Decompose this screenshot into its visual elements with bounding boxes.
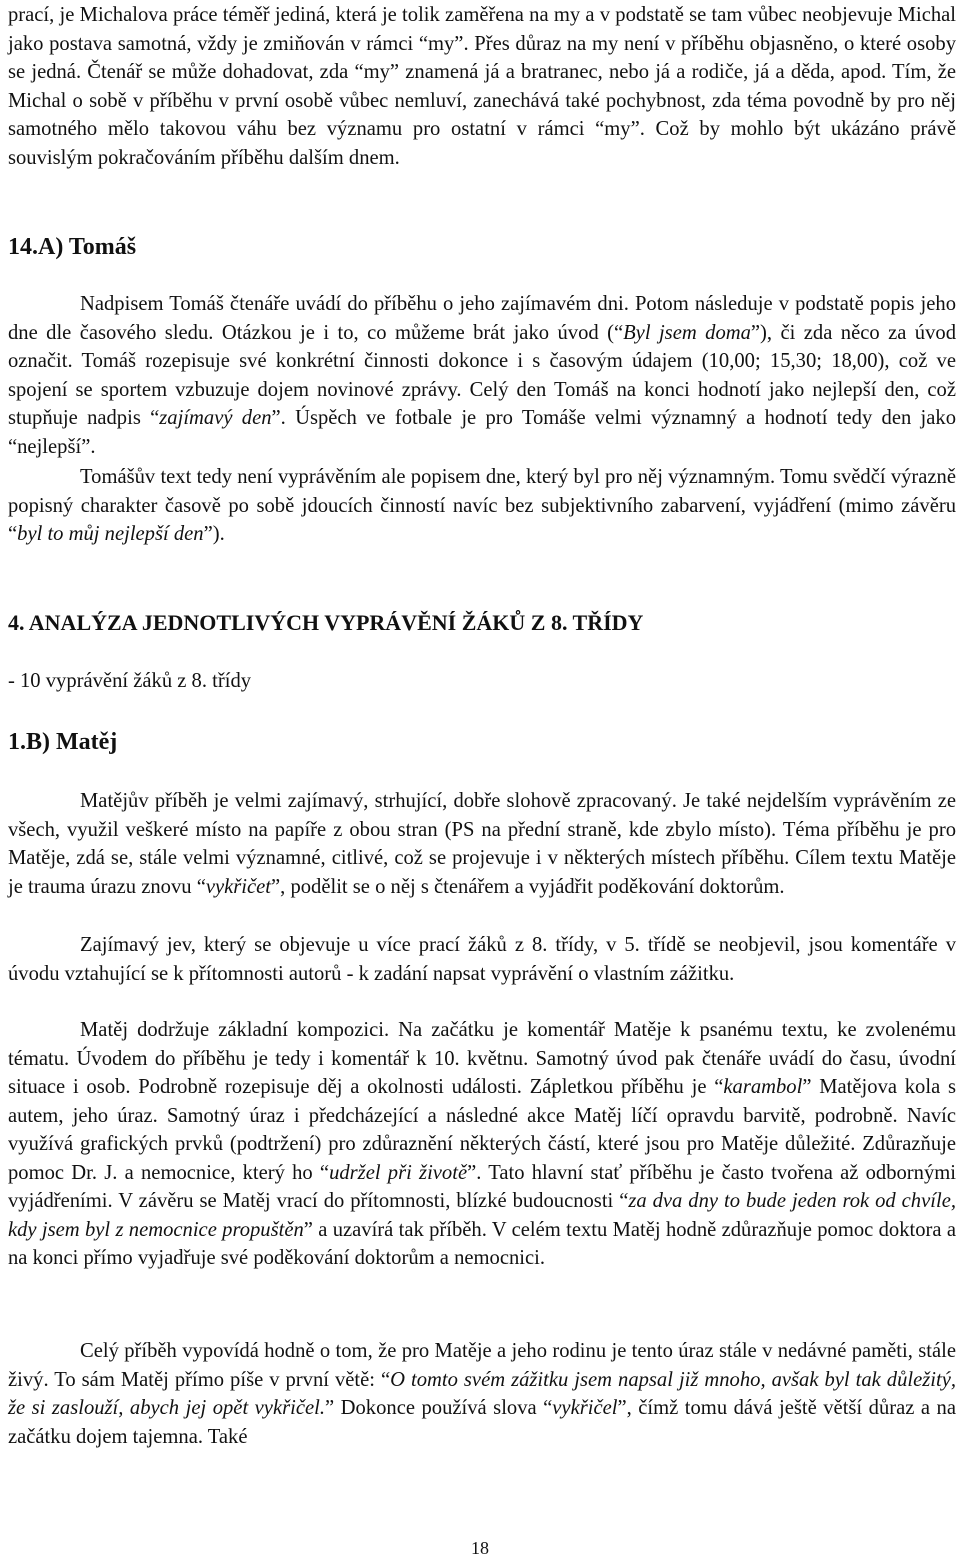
- section-1b-paragraph-1: [8, 787, 956, 901]
- text-run: Celý příběh vypovídá hodně o tom, že pro Matěje a jeho rodinu je tento úraz stále v nedávné paměti, stále živý. To sám Matěj přímo píše v první větě: “: [8, 1340, 956, 1391]
- text-run: ” Dokonce používá slova “: [324, 1397, 553, 1419]
- section-1b-paragraph-4: [8, 1337, 956, 1451]
- chapter-heading: 4. ANALÝZA JEDNOTLIVÝCH VYPRÁVĚNÍ ŽÁKŮ Z 8. TŘÍDY: [8, 610, 644, 635]
- italic-quote: udržel při životě: [329, 1161, 468, 1184]
- italic-quote: vykřičet: [205, 875, 272, 898]
- page-number: 18: [471, 1538, 489, 1558]
- section-heading-1b: 1.B) Matěj: [8, 729, 118, 755]
- chapter-subtitle: - 10 vyprávění žáků z 8. třídy: [8, 670, 252, 692]
- text-run: ”).: [203, 523, 225, 545]
- text-run: ”), či zda něco za úvod označit. Tomáš rozepisuje své konkrétní činnosti dokonce i s časovým údajem (10,00; 15,30; 18,00), což ve spojení se sportem vzbuzuje dojem novinové zprávy. Celý den Tomáš na konci hodnotí jako nejlepší den, což stupňuje nadpis “: [8, 321, 956, 429]
- text-run: Matějův příběh je velmi zajímavý, strhující, dobře slohově zpracovaný. Je také nejdelším vyprávěním ze všech, využil veškeré místo na papíře z obou stran (PS na přední straně, kde zbylo místo). Téma příběhu je pro Matěje, zdá se, stále velmi významné, citlivé, což se projevuje i v některých místech příběhu. Cílem textu Matěje je trauma úrazu znovu “: [8, 790, 956, 898]
- italic-quote: karambol: [723, 1076, 803, 1098]
- italic-quote: Byl jsem doma: [623, 321, 751, 344]
- text-run: ”. Tato hlavní stať příběhu je často tvořena až odbornými vyjádřeními. V závěru se Matěj vrací do přítomnosti, blízké budoucnosti “: [8, 1161, 956, 1212]
- italic-quote: zajímavý den: [159, 407, 272, 429]
- section-14a-paragraph-1: [8, 290, 956, 461]
- text-run: ”, podělit se o něj s čtenářem a vyjádřit poděkování doktorům.: [271, 875, 785, 898]
- text-run: Tomášův text tedy není vyprávěním ale popisem dne, který byl pro něj významným. Tomu svědčí výrazně popisný charakter časově po sobě jdoucích činností navíc bez subjektivního zabarvení, vyjádření (mimo závěru “: [8, 466, 956, 545]
- italic-quote: za dva dny to bude jeden rok od chvíle, kdy jsem byl z nemocnice propuštěn: [8, 1190, 956, 1241]
- text-run: ”, čímž tomu dává ještě větší důraz a na začátku dojem tajemna. Také: [8, 1397, 956, 1448]
- text-run: Nadpisem Tomáš čtenáře uvádí do příběhu o jeho zajímavém dni. Potom následuje v podstatě popis jeho dne dle časového sledu. Otázkou je i to, co můžeme brát jako úvod (“: [8, 293, 956, 344]
- section-1b-paragraph-2: Zajímavý jev, který se objevuje u více prací žáků z 8. třídy, v 5. třídě se neobjevil, jsou komentáře v úvodu vztahující se k přítomnosti autorů - k zadání napsat vyprávění o vlastním zážitku.: [8, 934, 956, 985]
- italic-quote: byl to můj nejlepší den: [17, 523, 204, 545]
- italic-quote: vykřičel: [552, 1397, 618, 1419]
- text-run: ” a uzavírá tak příběh. V celém textu Matěj hodně zdůrazňuje pomoc doktora a na konci přímo vyjadřuje své poděkování doktorům a nemocnici.: [8, 1218, 956, 1269]
- section-1b-paragraph-3: [8, 1016, 956, 1273]
- text-run: ” Matějova kola s autem, jeho úraz. Samotný úraz i předcházející a následné akce Matěj líčí opravdu barvitě, podrobně. Navíc využívá grafických prvků (podtržení) pro zdůraznění některých částí, které jsou pro Matěje důležité. Zdůrazňuje pomoc Dr. J. a nemocnice, který ho “: [8, 1076, 956, 1184]
- text-run: ”. Úspěch ve fotbale je pro Tomáše velmi významný a hodnotí tedy den jako “nejlepší”.: [8, 407, 957, 458]
- intro-paragraph: prací, je Michalova práce téměř jediná, která je tolik zaměřena na my a v podstatě se tam vůbec neobjevuje Michal jako postava samotná, vždy je zmiňován v rámci “my”. Přes důraz na my není v příběhu objasněno, o které osoby se jedná. Čtenář se může dohadovat, zda “my” znamená já a bratranec, nebo já a rodiče, já a děda, apod. Tím, že Michal o sobě v příběhu v první osobě vůbec nemluví, zanechává také pochybnost, zda téma povodně by pro něj samotného mělo takovou váhu bez významu pro ostatní v rámci “my”. Což by mohlo být ukázáno právě souvislým pokračováním příběhu dalším dnem.: [8, 4, 956, 169]
- section-heading-14a: 14.A) Tomáš: [8, 234, 137, 260]
- text-run: Matěj dodržuje základní kompozici. Na začátku je komentář Matěje k psanému textu, ke zvolenému tématu. Úvodem do příběhu je tedy i komentář k 10. květnu. Samotný úvod pak čtenáře uvádí do času, úvodní situace i osob. Podrobně rozepisuje děj a okolnosti události. Zápletkou příběhu je “: [8, 1019, 956, 1098]
- section-14a-paragraph-2: [8, 463, 956, 549]
- italic-quote: O tomto svém zážitku jsem napsal již mnoho, avšak byl tak důležitý, že si zaslouží, abych jej opět vykřičel.: [8, 1368, 956, 1419]
